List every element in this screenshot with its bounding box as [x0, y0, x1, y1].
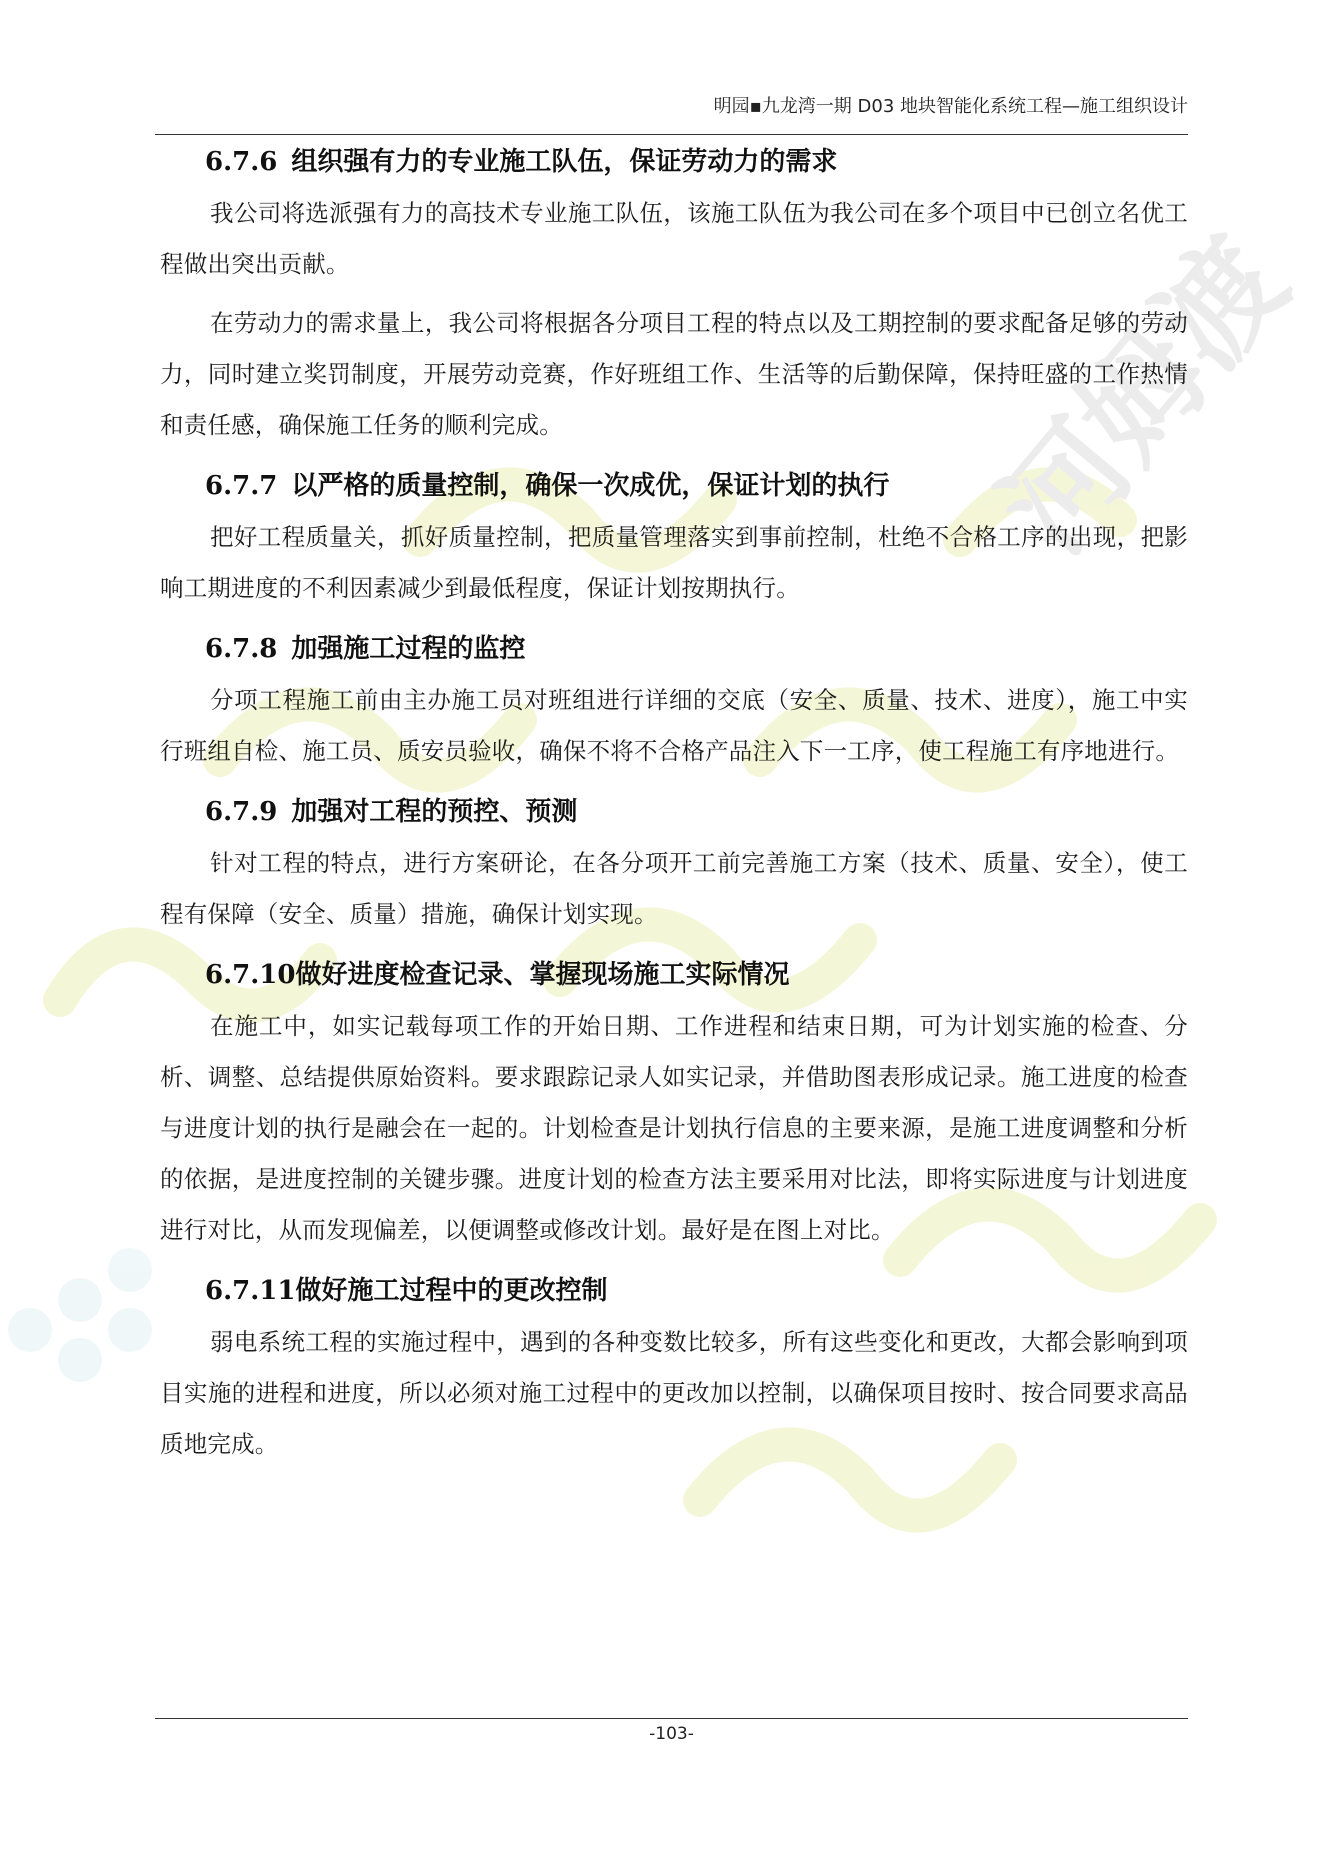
- section-number: 6.7.8: [205, 634, 278, 664]
- section-number: 6.7.10: [205, 960, 296, 990]
- paragraph: 在施工中，如实记载每项工作的开始日期、工作进程和结束日期，可为计划实施的检查、分析、调整、总结提供原始资料。要求跟踪记录人如实记录，并借助图表形成记录。施工进度的检查与进度计划的执行是融会在一起的。计划检查是计划执行信息的主要来源，是施工进度调整和分析的依据，是进度控制的关键步骤。进度计划的检查方法主要采用对比法，即将实际进度与计划进度进行对比，从而发现偏差，以便调整或修改计划。最好是在图上对比。: [160, 1012, 1188, 1244]
- section-heading: [205, 624, 1188, 666]
- section-heading: [205, 787, 1188, 829]
- page-number: -103-: [649, 1724, 694, 1744]
- paragraph: 针对工程的特点，进行方案研论，在各分项开工前完善施工方案（技术、质量、安全），使工程有保障（安全、质量）措施，确保计划实现。: [160, 849, 1188, 928]
- header-divider: [155, 134, 1188, 135]
- section-6-7-7: [160, 461, 1188, 614]
- section-number: 6.7.6: [205, 147, 278, 177]
- section-6-7-11: [160, 1266, 1188, 1470]
- section-heading: [205, 137, 1188, 179]
- section-title: 以严格的质量控制，确保一次成优，保证计划的执行: [291, 471, 890, 501]
- paragraph: 把好工程质量关，抓好质量控制，把质量管理落实到事前控制，杜绝不合格工序的出现，把影响工期进度的不利因素减少到最低程度，保证计划按期执行。: [160, 523, 1188, 602]
- section-title: 加强施工过程的监控: [291, 634, 526, 664]
- section-title: 组织强有力的专业施工队伍，保证劳动力的需求: [291, 147, 838, 177]
- paragraph: 在劳动力的需求量上，我公司将根据各分项目工程的特点以及工期控制的要求配备足够的劳动力，同时建立奖罚制度，开展劳动竞赛，作好班组工作、生活等的后勤保障，保持旺盛的工作热情和责任感，确保施工任务的顺利完成。: [160, 309, 1188, 439]
- document-body: [160, 137, 1188, 1470]
- section-heading: [205, 950, 1188, 992]
- section-6-7-8: [160, 624, 1188, 777]
- section-number: 6.7.11: [205, 1276, 296, 1306]
- section-heading: [205, 461, 1188, 503]
- section-title: 做好进度检查记录、掌握现场施工实际情况: [295, 960, 790, 990]
- section-title: 做好施工过程中的更改控制: [295, 1276, 608, 1306]
- paragraph: 分项工程施工前由主办施工员对班组进行详细的交底（安全、质量、技术、进度），施工中实行班组自检、施工员、质安员验收，确保不将不合格产品注入下一工序，使工程施工有序地进行。: [160, 686, 1188, 765]
- section-6-7-6: [160, 137, 1188, 451]
- section-heading: [205, 1266, 1188, 1308]
- watermark-cn: 河姆渡: [975, 213, 1314, 579]
- paragraph: 我公司将选派强有力的高技术专业施工队伍，该施工队伍为我公司在多个项目中已创立名优工程做出突出贡献。: [160, 199, 1188, 278]
- section-number: 6.7.7: [205, 471, 278, 501]
- paragraph: 弱电系统工程的实施过程中，遇到的各种变数比较多，所有这些变化和更改，大都会影响到项目实施的进程和进度，所以必须对施工过程中的更改加以控制，以确保项目按时、按合同要求高品质地完成。: [160, 1328, 1188, 1458]
- section-6-7-10: [160, 950, 1188, 1256]
- footer-divider: [155, 1718, 1188, 1719]
- section-number: 6.7.9: [205, 797, 278, 827]
- section-6-7-9: [160, 787, 1188, 940]
- page-header: 明园▪九龙湾一期 D03 地块智能化系统工程—施工组织设计: [713, 96, 1188, 117]
- section-title: 加强对工程的预控、预测: [291, 797, 578, 827]
